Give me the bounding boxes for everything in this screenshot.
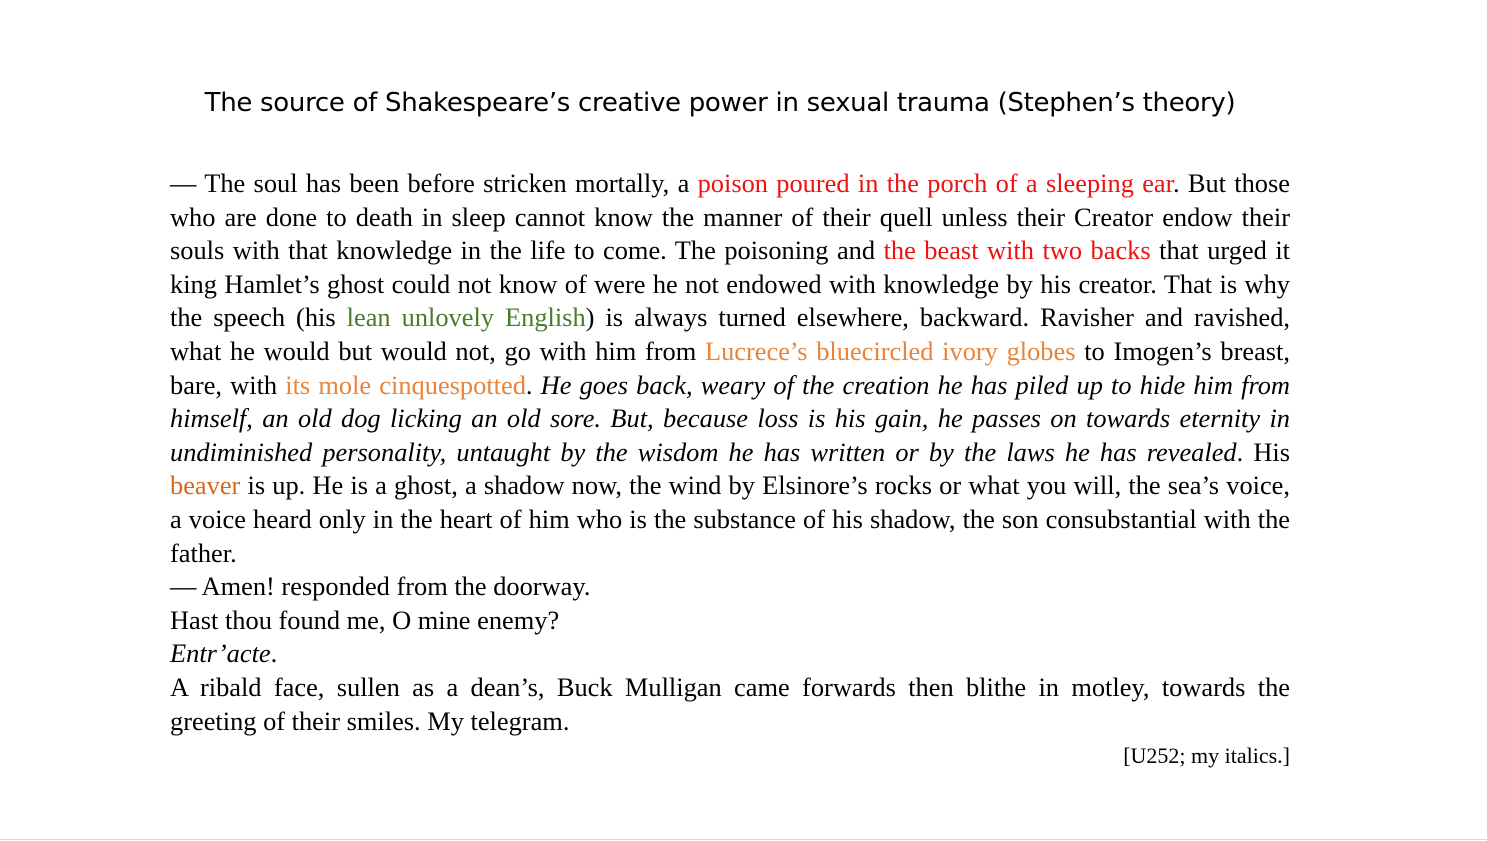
text-run: . His: [1236, 436, 1291, 467]
text-run: — The soul has been before stricken mortally, a: [170, 168, 698, 198]
highlight-poison: poison poured in the porch of a sleeping ear: [697, 168, 1173, 198]
text-run: is up. He is a ghost, a shadow now, the wind by Elsinore’s rocks or what you will, the sea’s voice, a voice heard only in the heart of him who is the substance of his shadow, the son consubstantial with the father.: [170, 470, 1290, 568]
text-run: .: [270, 638, 278, 669]
italic-passage: He goes back, weary of the creation he has piled up to hide him from himself, an old dog licking an old sore. But, because loss is his gain, he passes on towards eternity in undiminished personality, untaught by the wisdom he has written or by the laws he has revealed: [170, 369, 1290, 467]
paragraph-soul: [159, 167, 1290, 570]
highlight-english: lean unlovely English: [346, 302, 586, 333]
quoted-passage: [159, 167, 1290, 738]
citation: [U252; my italics.]: [1123, 743, 1290, 768]
highlight-mole: its mole cinquespotted: [285, 369, 526, 400]
text-run: to Imogen’s breast, bare, with: [170, 335, 1290, 400]
text-run: ) is always turned elsewhere, backward. Ravisher and ravished, what he would but would not, go with him from: [170, 302, 1291, 366]
text-run: .: [525, 369, 541, 400]
highlight-beast: the beast with two backs: [883, 235, 1151, 266]
highlight-lucrece: Lucrece’s bluecircled ivory globes: [704, 335, 1076, 366]
slide-title: The source of Shakespeare’s creative power in sexual trauma (Stephen’s theory): [204, 88, 1236, 118]
highlight-beaver: beaver: [170, 470, 241, 501]
paragraph-enemy: Hast thou found me, O mine enemy?: [170, 604, 560, 635]
text-run: . But those who are done to death in sleep cannot know the manner of their quell unless their Creator endow their souls with that knowledge in the life to come. The poisoning and: [170, 168, 1290, 266]
italic-entracte: Entr’acte: [170, 638, 271, 669]
text-run: that urged it king Hamlet’s ghost could not know of were he not endowed with knowledge by his creator. That is why the speech (his: [170, 235, 1290, 333]
paragraph-mulligan: A ribald face, sullen as a dean’s, Buck Mulligan came forwards then blithe in motley, towards the greeting of their smiles. My telegram.: [170, 671, 1290, 736]
paragraph-entracte: [159, 637, 1290, 671]
paragraph-amen: — Amen! responded from the doorway.: [170, 571, 591, 602]
